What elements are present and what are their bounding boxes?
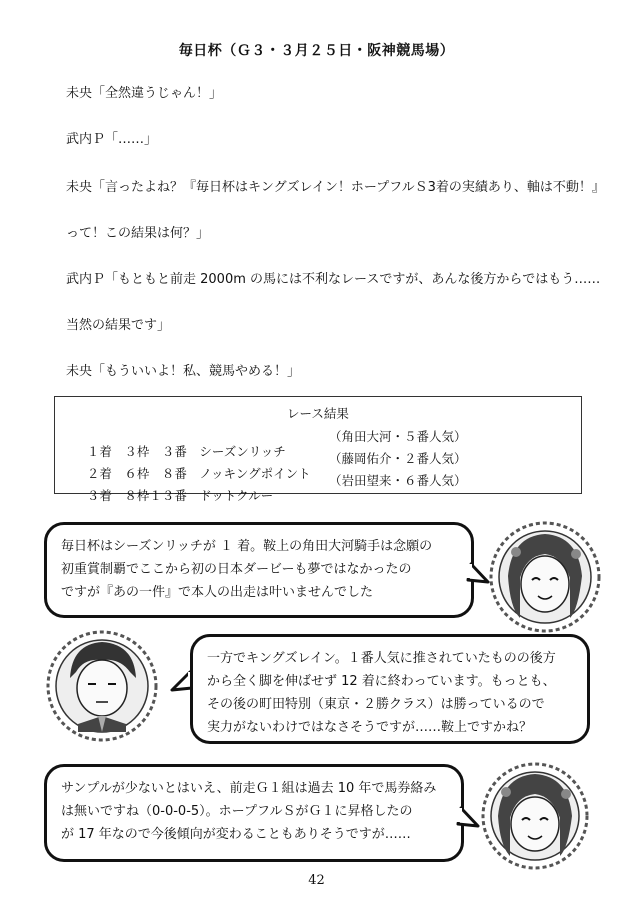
bubble-line: ですが『あの一件』で本人の出走は叶いませんでした bbox=[61, 585, 374, 600]
bubble-line: が 17 年なので今後傾向が変わることもありそうですが…… bbox=[61, 827, 411, 842]
result-jockey: （藤岡佑介・２番人気） bbox=[329, 451, 467, 466]
result-jockey: （岩田望来・６番人気） bbox=[329, 473, 467, 488]
bubble-line: その後の町田特別（東京・２勝クラス）は勝っているので bbox=[207, 697, 545, 712]
page-number: 42 bbox=[308, 873, 325, 888]
bubble-line: 実力がないわけではなさそうですが……鞍上ですかね？ bbox=[207, 720, 533, 735]
dialogue-line: って！この結果は何？」 bbox=[66, 226, 210, 241]
dialogue-line: 武内Ｐ「もともと前走 2000m の馬には不利なレースですが、あんな後方からではもう…… bbox=[66, 272, 601, 287]
page-title: 毎日杯（Ｇ３・３月２５日・阪神競馬場） bbox=[178, 43, 455, 59]
speech-bubble-mio-2 bbox=[44, 764, 464, 862]
mio-avatar-icon bbox=[486, 518, 604, 636]
bubble-line: サンプルが少ないとはいえ、前走Ｇ１組は過去 10 年で馬券絡み bbox=[61, 781, 437, 796]
dialogue-line: 未央「言ったよね？『毎日杯はキングズレイン！ホープフルＳ3着の実績あり、軸は不動！』 bbox=[66, 180, 605, 195]
speech-bubble-producer bbox=[190, 634, 590, 744]
bubble-line: 一方でキングズレイン。１番人気に推されていたものの後方 bbox=[207, 651, 556, 666]
dialogue-line: 当然の結果です」 bbox=[66, 318, 171, 333]
race-results-header: レース結果 bbox=[287, 406, 349, 421]
result-main: ３着 ８枠１３番 ドットクルー bbox=[86, 488, 274, 503]
dialogue-line: 未央「全然違うじゃん！」 bbox=[66, 86, 223, 101]
result-main: ２着 ６枠 ８番 ノッキングポイント bbox=[86, 466, 311, 481]
race-results-box bbox=[54, 396, 582, 503]
producer-avatar-icon bbox=[40, 628, 170, 746]
bubble-line: は無いですね（0-0-0-5）。ホープフルＳがＧ１に昇格したの bbox=[61, 804, 413, 819]
dialogue-line: 未央「もういいよ！私、競馬やめる！」 bbox=[66, 364, 301, 379]
result-row-3rd bbox=[71, 471, 273, 519]
bubble-line: 毎日杯はシーズンリッチが １ 着。鞍上の角田大河騎手は念願の bbox=[61, 539, 433, 554]
mio-avatar-icon bbox=[476, 760, 594, 872]
dialogue-line: 武内Ｐ「……」 bbox=[66, 132, 158, 147]
bubble-line: から全く脚を伸ばせず 12 着に終わっています。もっとも、 bbox=[207, 674, 556, 689]
speech-bubble-mio-1 bbox=[44, 522, 474, 618]
result-main: １着 ３枠 ３番 シーズンリッチ bbox=[86, 444, 286, 459]
result-jockey: （角田大河・５番人気） bbox=[329, 429, 467, 444]
bubble-line: 初重賞制覇でここから初の日本ダービーも夢ではなかったの bbox=[61, 562, 412, 577]
